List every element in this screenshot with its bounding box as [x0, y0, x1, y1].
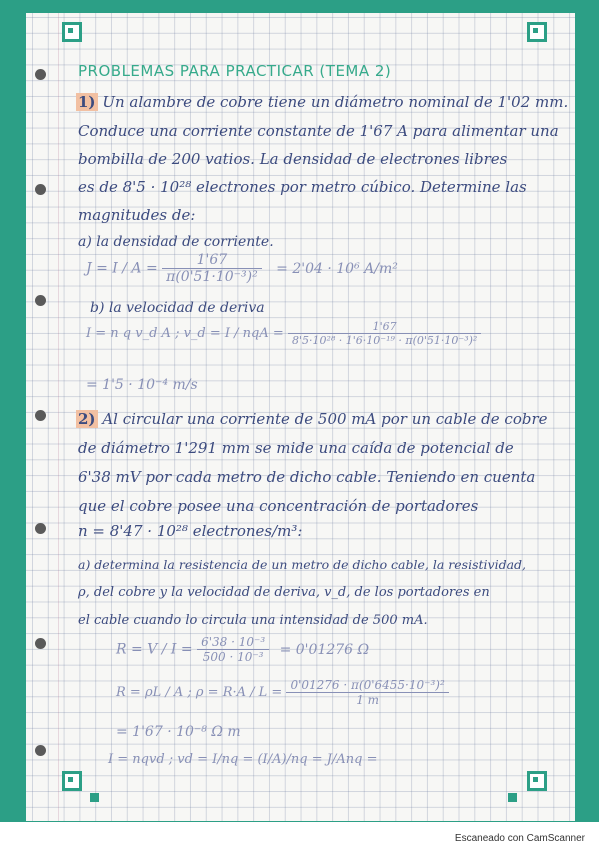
binder-hole-icon [35, 638, 46, 649]
fraction [286, 678, 448, 707]
corner-marker-bottom-left-icon [62, 771, 82, 791]
problem-1-line: magnitudes de: [78, 206, 196, 224]
scanner-watermark: Escaneado con CamScanner [454, 833, 585, 844]
problem-1-part-a: a) la densidad de corriente. [78, 234, 274, 250]
fraction [197, 635, 269, 664]
fraction-denominator: 8'5·10²⁸ · 1'6·10⁻¹⁹ · π(0'51·10⁻³)² [291, 334, 478, 347]
problem-1-line: Un alambre de cobre tiene un diámetro nominal de 1'02 mm. [102, 93, 569, 111]
problem-1-number: 1) [78, 93, 96, 111]
resistivity-result: = 1'67 · 10⁻⁸ Ω m [116, 724, 241, 740]
margin-line [58, 13, 59, 821]
problem-1-line: bombilla de 200 vatios. La densidad de electrones libres [78, 150, 508, 168]
fraction-denominator: 500 · 10⁻³ [202, 650, 264, 664]
problem-1-text [76, 93, 568, 111]
binder-hole-icon [35, 69, 46, 80]
binder-hole-icon [35, 295, 46, 306]
problem-2-line: que el cobre posee una concentración de portadores [78, 497, 479, 515]
problem-2-number: 2) [78, 410, 96, 428]
binder-hole-icon [35, 184, 46, 195]
problem-2-line: n = 8'47 · 10²⁸ electrones/m³: [78, 522, 303, 540]
page-title: PROBLEMAS PARA PRACTICAR (TEMA 2) [78, 62, 392, 80]
drift-velocity-result: = 1'5 · 10⁻⁴ m/s [86, 377, 198, 393]
problem-1-line: es de 8'5 · 10²⁸ electrones por metro cúbico. Determine las [78, 178, 527, 196]
fraction-denominator: π(0'51·10⁻³)² [166, 269, 258, 285]
fraction-denominator: 1 m [356, 693, 380, 707]
drift-velocity-equation [86, 320, 481, 347]
fraction-numerator: 6'38 · 10⁻³ [197, 635, 269, 650]
fraction-numerator: 1'67 [288, 320, 481, 334]
resistance-equation [116, 635, 369, 664]
current-density-equation [86, 252, 398, 285]
binder-hole-icon [35, 410, 46, 421]
problem-2-text [76, 410, 548, 428]
problem-2-part-a-line: ρ, del cobre y la velocidad de deriva, v_d, de los portadores en [78, 585, 490, 600]
fraction [162, 252, 262, 285]
equation-left: J = I / A = [86, 260, 158, 277]
equation-left: R = V / I = [116, 641, 193, 658]
problem-2-part-a-line: a) determina la resistencia de un metro de dicho cable, la resistividad, [78, 557, 526, 572]
equation-result: = 0'01276 Ω [279, 641, 370, 658]
marker-square-icon [508, 793, 517, 802]
corner-marker-top-left-icon [62, 22, 82, 42]
resistivity-equation [116, 678, 449, 707]
corner-marker-bottom-right-icon [527, 771, 547, 791]
fraction-numerator: 1'67 [162, 252, 262, 269]
binder-hole-icon [35, 523, 46, 534]
problem-2-part-a-line: el cable cuando lo circula una intensidad de 500 mA. [78, 613, 428, 628]
problem-2-line: de diámetro 1'291 mm se mide una caída de potencial de [78, 439, 514, 457]
binder-hole-icon [35, 745, 46, 756]
problem-1-part-b: b) la velocidad de deriva [90, 300, 265, 316]
problem-1-line: Conduce una corriente constante de 1'67 A para alimentar una [78, 122, 559, 140]
equation-left: R = ρL / A ; ρ = R·A / L = [116, 685, 283, 700]
fraction-numerator: 0'01276 · π(0'6455·10⁻³)² [286, 678, 448, 693]
problem-2-line: Al circular una corriente de 500 mA por un cable de cobre [102, 410, 548, 428]
corner-marker-top-right-icon [527, 22, 547, 42]
fraction [288, 320, 481, 347]
equation-result: = 2'04 · 10⁶ A/m² [276, 260, 398, 277]
marker-square-icon [90, 793, 99, 802]
problem-2-line: 6'38 mV por cada metro de dicho cable. Teniendo en cuenta [78, 468, 536, 486]
drift-velocity-equation-2: I = nqvd ; vd = I/nq = (I/A)/nq = J/Anq = [108, 752, 378, 767]
equation-left: I = n q v_d A ; v_d = I / nqA = [86, 326, 284, 341]
